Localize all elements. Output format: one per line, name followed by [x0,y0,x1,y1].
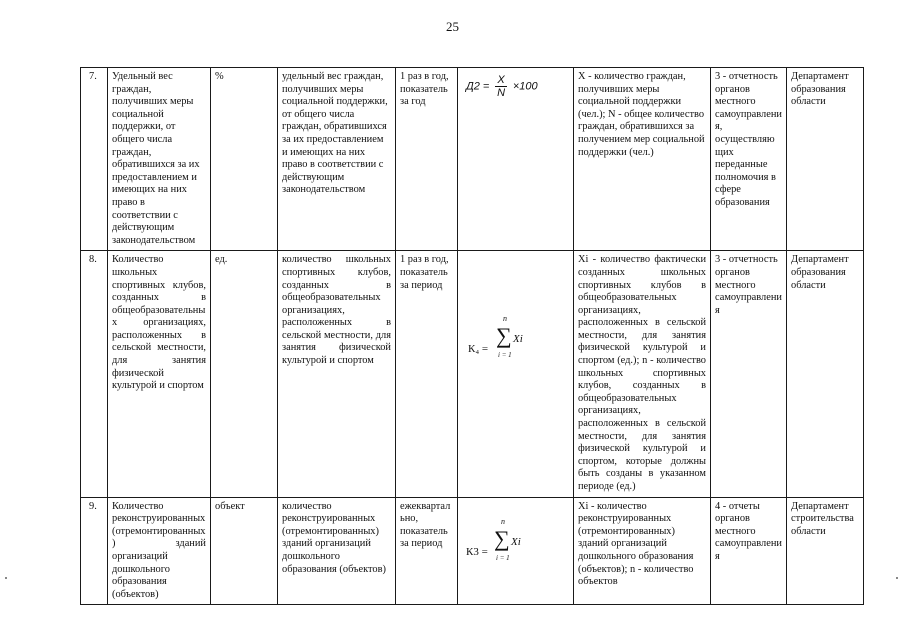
sum-variable: Xi [513,333,523,346]
formula-multiplier: ×100 [512,80,538,93]
sum-lower-limit: i = 1 [498,351,512,360]
formula-cell [458,68,574,251]
row-number: 8. [81,251,108,497]
sum-variable: Xi [511,535,521,548]
sum-lower-limit: i = 1 [496,553,510,562]
data-source: 3 - отчетность органов местного самоуправления [711,251,787,497]
indicator-name: Удельный вес граждан, получивших меры социальной поддержки, от общего числа граждан, обратившихся за их предоставлением и имеющих на них право в соответствии с действующим законодательством [108,68,211,251]
scan-mark [5,577,7,579]
variables-description: X - количество граждан, получивших меры социальной поддержки (чел.); N - общее количество граждан, обратившихся за получением мер социальной поддержки (чел.) [574,68,711,251]
unit-of-measure: объект [211,497,278,605]
unit-of-measure: % [211,68,278,251]
formula-denominator: N [497,87,506,99]
sigma-symbol: ∑ [494,525,510,551]
formula-fraction [495,74,506,99]
table-row [81,68,864,251]
table-row [81,251,864,497]
row-number: 9. [81,497,108,605]
formula-lhs: К₄ = [468,343,489,356]
unit-of-measure: ед. [211,251,278,497]
indicators-table [80,67,864,605]
formula-lhs: К3 = [466,545,488,558]
variables-description: Xi - количество фактически созданных школьных спортивных клубов в общеобразовательных организациях, расположенных в сельской местности, для занятия физической культурой и спортом (ед.); n - количество школьных спортивных клубов, созданных в общеобразовательных организациях, расположенных в сельской местности, для занятия физической культурой и спортом, которые должны быть созданы в указанном периоде (ед.) [574,251,711,497]
formula-d2 [466,74,538,99]
responsible-body: Департамент образования области [787,68,864,251]
responsible-body: Департамент строительства области [787,497,864,605]
sigma-symbol: ∑ [496,323,512,349]
table-row [81,497,864,605]
sum-upper-limit: n [501,516,505,526]
formula-numerator: X [497,74,505,86]
periodicity: 1 раз в год, показатель за год [396,68,458,251]
sum-upper-limit: n [503,314,507,324]
responsible-body: Департамент образования области [787,251,864,497]
indicator-definition: количество реконструированных (отремонтированных) зданий организаций дошкольного образования (объектов) [278,497,396,605]
indicator-definition: количество школьных спортивных клубов, созданных в общеобразовательных организациях, расположенных в сельской местности, для занятия физической культурой и спортом [278,251,396,497]
indicator-name: Количество школьных спортивных клубов, созданных в общеобразовательных организациях, расположенных в сельской местности, для занятия физической культурой и спортом [108,251,211,497]
indicator-name: Количество реконструированных (отремонтированных) зданий организаций дошкольного образования (объектов) [108,497,211,605]
formula-lhs: Д2 = [466,80,490,93]
variables-description: Xi - количество реконструированных (отремонтированных) зданий организаций дошкольного образования (объектов); n - количество объектов [574,497,711,605]
data-source: 4 - отчеты органов местного самоуправления [711,497,787,605]
row-number: 7. [81,68,108,251]
scan-mark [896,577,898,579]
indicator-definition: удельный вес граждан, получивших меры социальной поддержки, от общего числа граждан, обратившихся за их предоставлением и имеющих на них право в соответствии с действующим законодательством [278,68,396,251]
formula-cell [458,251,574,497]
data-source: 3 - отчетность органов местного самоуправления, осуществляющих переданные полномочия в сфере образования [711,68,787,251]
formula-cell [458,497,574,605]
periodicity: 1 раз в год, показатель за период [396,251,458,497]
periodicity: ежеквартально, показатель за период [396,497,458,605]
page-number: 25 [446,19,459,34]
